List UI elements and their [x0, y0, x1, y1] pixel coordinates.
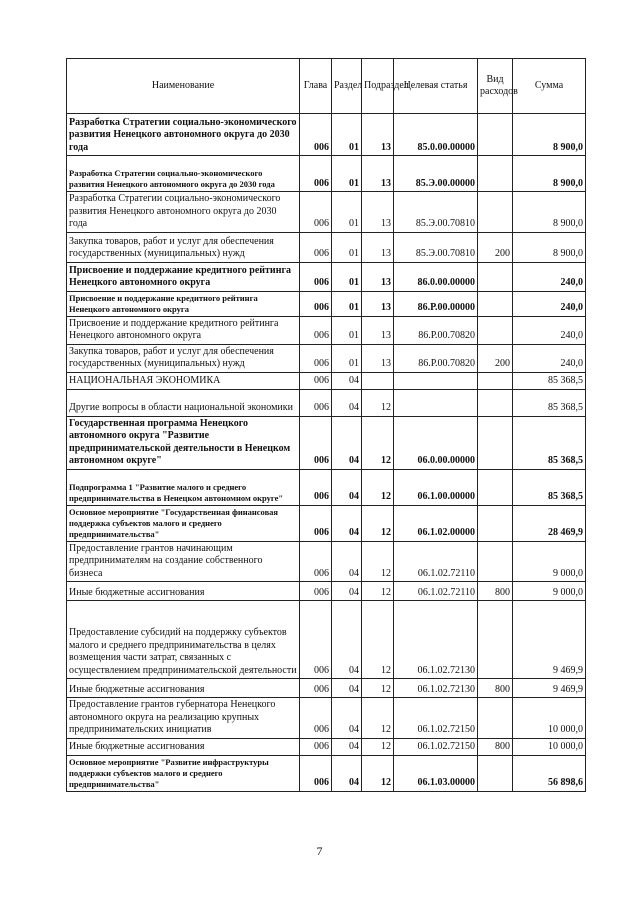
row-name: НАЦИОНАЛЬНАЯ ЭКОНОМИКА — [67, 372, 300, 389]
row-glava: 006 — [300, 679, 332, 698]
row-glava: 006 — [300, 192, 332, 233]
row-podrazdel: 13 — [362, 262, 394, 291]
header-glava: Глава — [300, 59, 332, 114]
table-row — [67, 755, 586, 791]
row-glava: 006 — [300, 582, 332, 601]
row-vid — [478, 601, 513, 679]
row-glava: 006 — [300, 291, 332, 316]
row-sum: 10 000,0 — [513, 738, 586, 755]
row-glava: 006 — [300, 698, 332, 739]
row-vid: 200 — [478, 232, 513, 262]
header-razdel: Раздел — [332, 59, 362, 114]
row-glava: 006 — [300, 541, 332, 582]
table-row — [67, 679, 586, 698]
row-glava: 006 — [300, 505, 332, 541]
row-glava: 006 — [300, 755, 332, 791]
row-target: 06.0.00.00000 — [394, 416, 478, 469]
row-target: 85.Э.00.70810 — [394, 232, 478, 262]
table-row — [67, 582, 586, 601]
table-row — [67, 469, 586, 505]
row-razdel: 01 — [332, 156, 362, 192]
table-row — [67, 541, 586, 582]
row-podrazdel — [362, 372, 394, 389]
row-razdel: 01 — [332, 262, 362, 291]
row-vid — [478, 372, 513, 389]
row-name: Предоставление субсидий на поддержку субъектов малого и среднего предпринимательства в целях возмещения части затрат, связанных с осуществлением предпринимательской деятельности — [67, 601, 300, 679]
row-target: 86.Р.00.70820 — [394, 316, 478, 344]
row-podrazdel: 13 — [362, 291, 394, 316]
row-sum: 85 368,5 — [513, 372, 586, 389]
row-glava: 006 — [300, 232, 332, 262]
row-vid: 800 — [478, 679, 513, 698]
row-name: Разработка Стратегии социально-экономического развития Ненецкого автономного округа до 2030 года — [67, 156, 300, 192]
row-sum: 240,0 — [513, 262, 586, 291]
row-sum: 9 000,0 — [513, 541, 586, 582]
row-podrazdel: 12 — [362, 416, 394, 469]
row-vid — [478, 316, 513, 344]
row-sum: 8 900,0 — [513, 114, 586, 156]
row-vid — [478, 469, 513, 505]
row-name: Предоставление грантов губернатора Ненецкого автономного округа на реализацию крупных предпринимательских инициатив — [67, 698, 300, 739]
table-row — [67, 416, 586, 469]
row-glava: 006 — [300, 114, 332, 156]
row-name: Разработка Стратегии социально-экономического развития Ненецкого автономного округа до 2030 года — [67, 114, 300, 156]
row-vid — [478, 698, 513, 739]
row-sum: 8 900,0 — [513, 192, 586, 233]
row-glava: 006 — [300, 262, 332, 291]
row-name: Иные бюджетные ассигнования — [67, 679, 300, 698]
row-podrazdel: 12 — [362, 679, 394, 698]
header-sum: Сумма — [513, 59, 586, 114]
row-vid — [478, 505, 513, 541]
row-target: 06.1.02.72150 — [394, 698, 478, 739]
row-razdel: 04 — [332, 698, 362, 739]
row-podrazdel: 13 — [362, 156, 394, 192]
row-vid — [478, 114, 513, 156]
row-glava: 006 — [300, 416, 332, 469]
table-row — [67, 505, 586, 541]
row-vid: 800 — [478, 738, 513, 755]
row-sum: 240,0 — [513, 344, 586, 372]
table-row — [67, 232, 586, 262]
row-podrazdel: 13 — [362, 192, 394, 233]
table-row — [67, 114, 586, 156]
row-target — [394, 372, 478, 389]
row-podrazdel: 13 — [362, 232, 394, 262]
row-vid — [478, 416, 513, 469]
row-target: 86.Р.00.00000 — [394, 291, 478, 316]
row-vid — [478, 389, 513, 416]
row-razdel: 04 — [332, 372, 362, 389]
row-name: Разработка Стратегии социально-экономического развития Ненецкого автономного округа до 2030 года — [67, 192, 300, 233]
table-row — [67, 389, 586, 416]
row-name: Подпрограмма 1 "Развитие малого и среднего предпринимательства в Ненецком автономном округе" — [67, 469, 300, 505]
row-podrazdel: 12 — [362, 755, 394, 791]
table-row — [67, 262, 586, 291]
row-name: Государственная программа Ненецкого автономного округа "Развитие предпринимательской деятельности в Ненецком автономном округе" — [67, 416, 300, 469]
table-row — [67, 316, 586, 344]
table-row — [67, 372, 586, 389]
row-target: 06.1.03.00000 — [394, 755, 478, 791]
row-razdel: 01 — [332, 192, 362, 233]
budget-table — [66, 58, 586, 792]
row-razdel: 01 — [332, 114, 362, 156]
row-sum: 85 368,5 — [513, 416, 586, 469]
row-vid — [478, 291, 513, 316]
table-row — [67, 291, 586, 316]
row-name: Присвоение и поддержание кредитного рейтинга Ненецкого автономного округа — [67, 291, 300, 316]
row-razdel: 04 — [332, 679, 362, 698]
table-row — [67, 344, 586, 372]
header-target: Целевая статья — [394, 59, 478, 114]
row-podrazdel: 12 — [362, 389, 394, 416]
row-glava: 006 — [300, 344, 332, 372]
row-target: 06.1.02.72110 — [394, 582, 478, 601]
row-name: Другие вопросы в области национальной экономики — [67, 389, 300, 416]
row-razdel: 04 — [332, 469, 362, 505]
table-header-row — [67, 59, 586, 114]
header-name: Наименование — [67, 59, 300, 114]
row-target: 85.Э.00.00000 — [394, 156, 478, 192]
row-name: Основное мероприятие "Государственная финансовая поддержка субъектов малого и среднего предпринимательства" — [67, 505, 300, 541]
row-razdel: 04 — [332, 755, 362, 791]
row-vid: 200 — [478, 344, 513, 372]
table-row — [67, 601, 586, 679]
row-vid — [478, 262, 513, 291]
row-target: 85.Э.00.70810 — [394, 192, 478, 233]
row-glava: 006 — [300, 156, 332, 192]
row-name: Закупка товаров, работ и услуг для обеспечения государственных (муниципальных) нужд — [67, 232, 300, 262]
row-sum: 10 000,0 — [513, 698, 586, 739]
row-vid: 800 — [478, 582, 513, 601]
row-razdel: 04 — [332, 738, 362, 755]
table-row — [67, 192, 586, 233]
row-sum: 56 898,6 — [513, 755, 586, 791]
row-razdel: 04 — [332, 416, 362, 469]
row-podrazdel: 12 — [362, 738, 394, 755]
row-podrazdel: 13 — [362, 316, 394, 344]
row-glava: 006 — [300, 389, 332, 416]
row-name: Закупка товаров, работ и услуг для обеспечения государственных (муниципальных) нужд — [67, 344, 300, 372]
row-name: Иные бюджетные ассигнования — [67, 738, 300, 755]
row-name: Основное мероприятие "Развитие инфраструктуры поддержки субъектов малого и среднего предпринимательства" — [67, 755, 300, 791]
row-target: 86.Р.00.70820 — [394, 344, 478, 372]
row-glava: 006 — [300, 601, 332, 679]
row-sum: 240,0 — [513, 291, 586, 316]
table-row — [67, 738, 586, 755]
row-podrazdel: 13 — [362, 344, 394, 372]
table-row — [67, 156, 586, 192]
row-vid — [478, 541, 513, 582]
row-sum: 28 469,9 — [513, 505, 586, 541]
row-target: 06.1.02.72150 — [394, 738, 478, 755]
row-target: 06.1.02.72130 — [394, 601, 478, 679]
row-name: Предоставление грантов начинающим предпринимателям на создание собственного бизнеса — [67, 541, 300, 582]
row-podrazdel: 12 — [362, 505, 394, 541]
row-razdel: 01 — [332, 232, 362, 262]
row-razdel: 04 — [332, 541, 362, 582]
row-podrazdel: 13 — [362, 114, 394, 156]
row-razdel: 04 — [332, 601, 362, 679]
row-vid — [478, 755, 513, 791]
row-podrazdel: 12 — [362, 582, 394, 601]
row-podrazdel: 12 — [362, 601, 394, 679]
row-sum: 85 368,5 — [513, 469, 586, 505]
row-sum: 8 900,0 — [513, 156, 586, 192]
row-target: 06.1.02.00000 — [394, 505, 478, 541]
row-name: Присвоение и поддержание кредитного рейтинга Ненецкого автономного округа — [67, 316, 300, 344]
row-sum: 240,0 — [513, 316, 586, 344]
page-number: 7 — [316, 844, 323, 858]
row-target: 85.0.00.00000 — [394, 114, 478, 156]
row-glava: 006 — [300, 316, 332, 344]
row-target — [394, 389, 478, 416]
row-glava: 006 — [300, 372, 332, 389]
row-razdel: 01 — [332, 291, 362, 316]
row-razdel: 01 — [332, 316, 362, 344]
row-target: 06.1.00.00000 — [394, 469, 478, 505]
row-razdel: 04 — [332, 505, 362, 541]
header-podrazdel: Подраздел — [362, 59, 394, 114]
row-sum: 9 469,9 — [513, 601, 586, 679]
row-razdel: 01 — [332, 344, 362, 372]
row-sum: 9 000,0 — [513, 582, 586, 601]
row-vid — [478, 156, 513, 192]
table-row — [67, 698, 586, 739]
header-vid: Вид расходов — [478, 59, 513, 114]
row-podrazdel: 12 — [362, 541, 394, 582]
row-sum: 8 900,0 — [513, 232, 586, 262]
row-name: Присвоение и поддержание кредитного рейтинга Ненецкого автономного округа — [67, 262, 300, 291]
row-razdel: 04 — [332, 582, 362, 601]
row-podrazdel: 12 — [362, 469, 394, 505]
row-target: 86.0.00.00000 — [394, 262, 478, 291]
row-target: 06.1.02.72130 — [394, 679, 478, 698]
row-podrazdel: 12 — [362, 698, 394, 739]
row-sum: 9 469,9 — [513, 679, 586, 698]
row-target: 06.1.02.72110 — [394, 541, 478, 582]
row-glava: 006 — [300, 469, 332, 505]
row-vid — [478, 192, 513, 233]
row-glava: 006 — [300, 738, 332, 755]
row-sum: 85 368,5 — [513, 389, 586, 416]
row-razdel: 04 — [332, 389, 362, 416]
row-name: Иные бюджетные ассигнования — [67, 582, 300, 601]
